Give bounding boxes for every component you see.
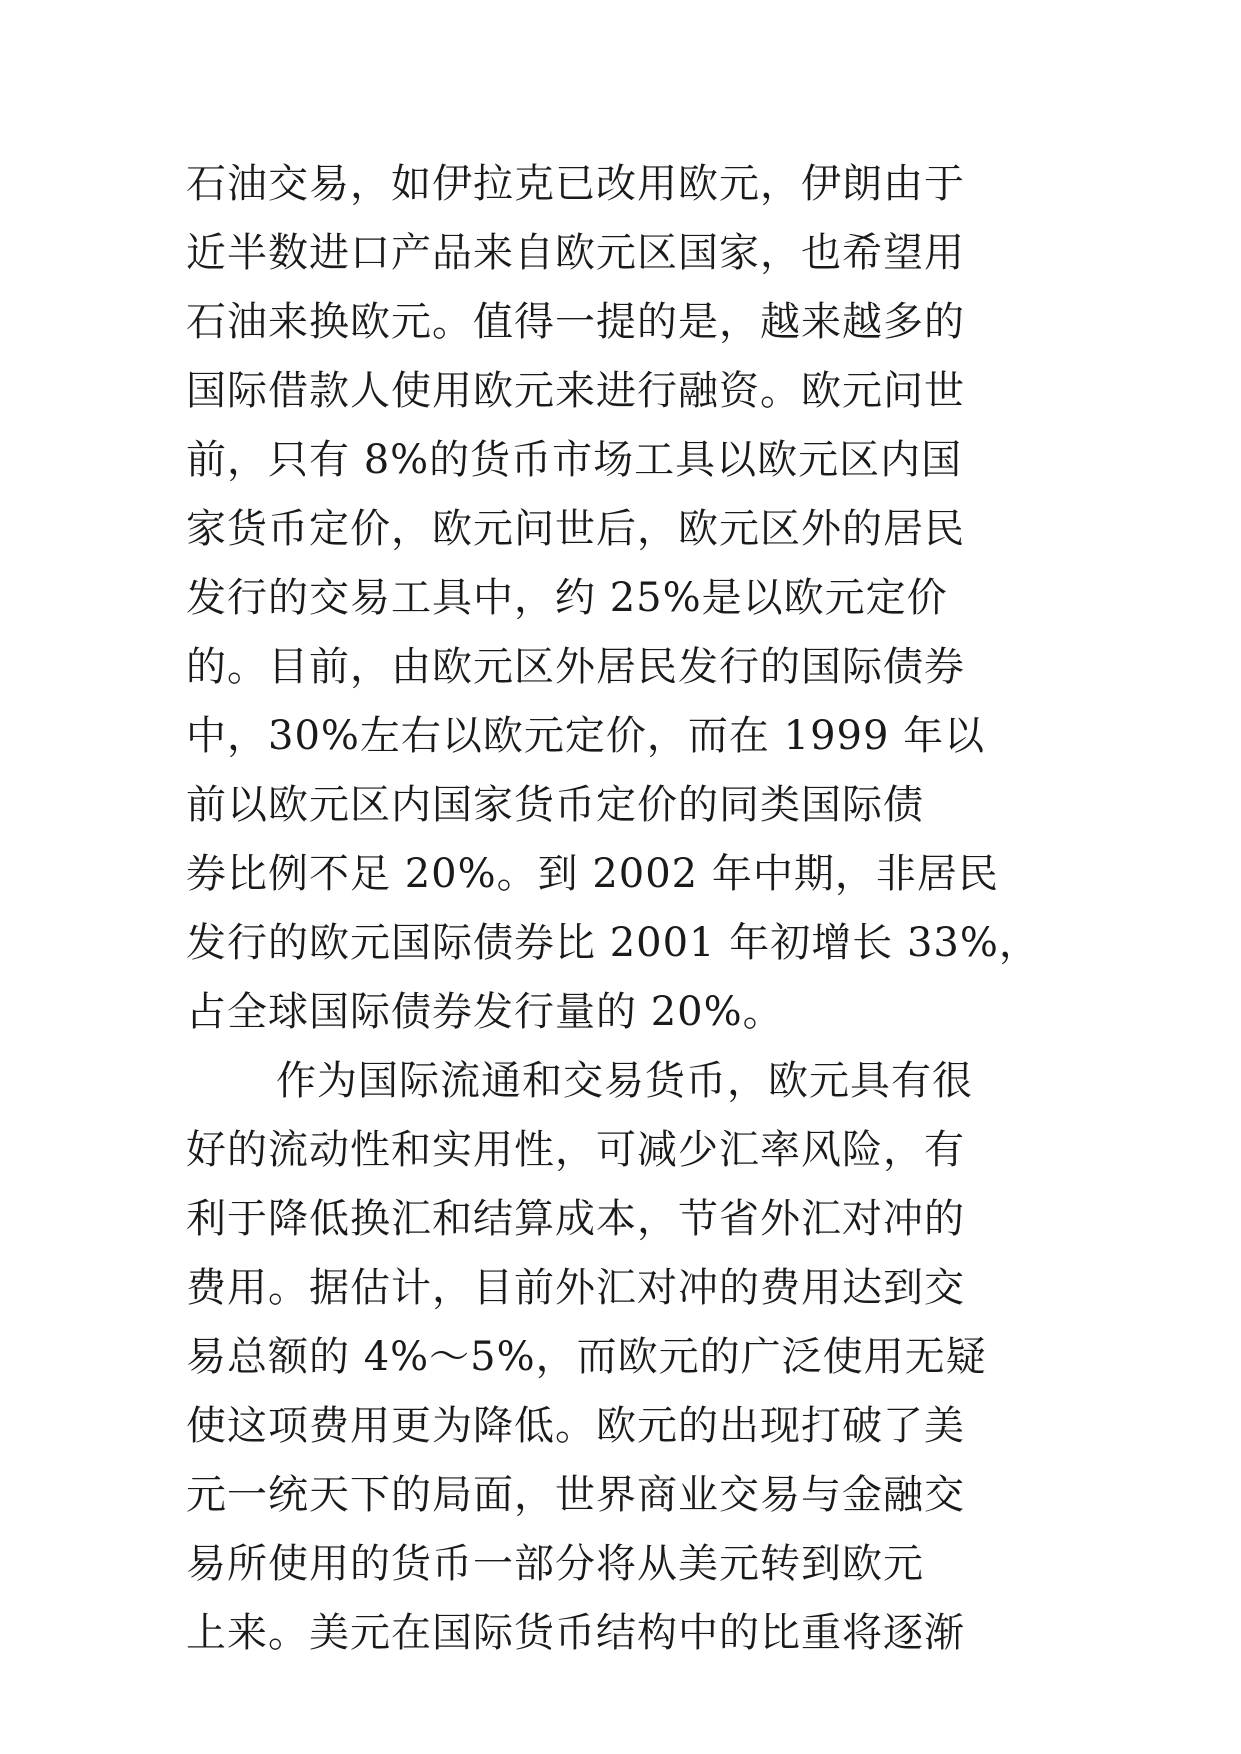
paragraph-first-line: 作为国际流通和交易货币，欧元具有很 bbox=[276, 1058, 973, 1104]
text-line: 易所使用的货币一部分将从美元转到欧元 bbox=[186, 1541, 924, 1587]
text-line: 发行的交易工具中，约 25%是以欧元定价 bbox=[186, 575, 948, 621]
text-line: 前以欧元区内国家货币定价的同类国际债 bbox=[186, 782, 924, 828]
text-line: 家货币定价，欧元问世后，欧元区外的居民 bbox=[186, 506, 965, 552]
text-line: 石油来换欧元。值得一提的是，越来越多的 bbox=[186, 299, 965, 345]
text-line: 元一统天下的局面，世界商业交易与金融交 bbox=[186, 1472, 965, 1518]
body-text bbox=[186, 150, 1086, 1668]
text-line: 好的流动性和实用性，可减少汇率风险，有 bbox=[186, 1127, 965, 1173]
text-line: 石油交易，如伊拉克已改用欧元，伊朗由于 bbox=[186, 161, 965, 207]
text-line: 国际借款人使用欧元来进行融资。欧元问世 bbox=[186, 368, 965, 414]
text-line: 的。目前，由欧元区外居民发行的国际债券 bbox=[186, 644, 965, 690]
text-line: 前，只有 8%的货币市场工具以欧元区内国 bbox=[186, 437, 963, 483]
text-line: 近半数进口产品来自欧元区国家，也希望用 bbox=[186, 230, 965, 276]
text-line: 使这项费用更为降低。欧元的出现打破了美 bbox=[186, 1403, 965, 1449]
text-line: 发行的欧元国际债券比 2001 年初增长 33%， bbox=[186, 920, 1040, 966]
text-line: 占全球国际债券发行量的 20%。 bbox=[186, 989, 784, 1035]
text-line: 易总额的 4%～5%，而欧元的广泛使用无疑 bbox=[186, 1334, 987, 1380]
text-line: 中，30%左右以欧元定价，而在 1999 年以 bbox=[186, 713, 986, 759]
text-line: 上来。美元在国际货币结构中的比重将逐渐 bbox=[186, 1610, 965, 1656]
text-line: 费用。据估计，目前外汇对冲的费用达到交 bbox=[186, 1265, 965, 1311]
text-line: 券比例不足 20%。到 2002 年中期，非居民 bbox=[186, 851, 999, 897]
text-line: 利于降低换汇和结算成本，节省外汇对冲的 bbox=[186, 1196, 965, 1242]
